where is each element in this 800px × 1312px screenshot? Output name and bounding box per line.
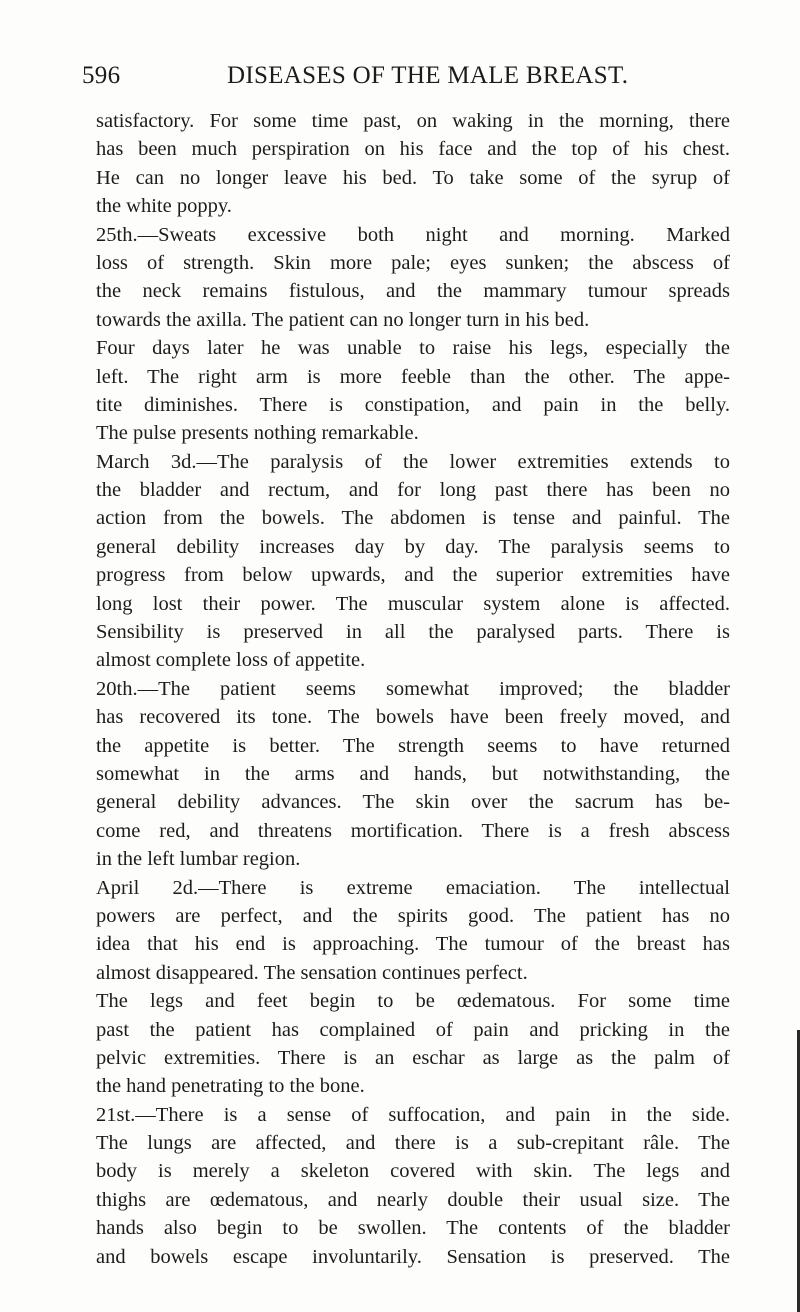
text-line: the white poppy. xyxy=(96,195,232,218)
text-line: thighs are œdematous, and nearly double their usual size. The xyxy=(96,1188,730,1211)
text-line: hands also begin to be swollen. The contents of the bladder xyxy=(96,1217,730,1240)
text-line: come red, and threatens mortification. There is a fresh abscess xyxy=(96,819,730,842)
text-line: powers are perfect, and the spirits good. The patient has no xyxy=(96,904,730,927)
text-line: pelvic extremities. There is an eschar as large as the palm of xyxy=(96,1046,730,1069)
text-line: the neck remains fistulous, and the mammary tumour spreads xyxy=(96,280,730,303)
text-line: long lost their power. The muscular system alone is affected. xyxy=(96,592,730,615)
text-line: and bowels escape involuntarily. Sensation is preserved. The xyxy=(96,1245,730,1268)
text-line: April 2d.—There is extreme emaciation. The intellectual xyxy=(96,876,730,899)
text-line: Sensibility is preserved in all the paralysed parts. There is xyxy=(96,621,730,644)
text-line: almost disappeared. The sensation continues perfect. xyxy=(96,961,528,984)
running-head: DISEASES OF THE MALE BREAST. xyxy=(227,62,629,89)
text-line: has been much perspiration on his face and the top of his chest. xyxy=(96,138,730,161)
text-line: past the patient has complained of pain and pricking in the xyxy=(96,1018,730,1041)
text-line: general debility increases day by day. The paralysis seems to xyxy=(96,535,730,558)
text-line: The legs and feet begin to be œdematous. For some time xyxy=(96,990,730,1013)
body-text xyxy=(96,107,730,1271)
text-line: progress from below upwards, and the superior extremities have xyxy=(96,564,730,587)
text-line: left. The right arm is more feeble than the other. The appe- xyxy=(96,365,730,388)
text-line: the bladder and rectum, and for long past there has been no xyxy=(96,479,730,502)
text-line: in the left lumbar region. xyxy=(96,848,301,871)
text-line: tite diminishes. There is constipation, and pain in the belly. xyxy=(96,393,730,416)
page-header xyxy=(82,62,722,96)
text-line: 21st.—There is a sense of suffocation, and pain in the side. xyxy=(96,1103,730,1126)
text-line: towards the axilla. The patient can no longer turn in his bed. xyxy=(96,308,590,331)
text-line: The pulse presents nothing remarkable. xyxy=(96,422,419,445)
page-number: 596 xyxy=(82,62,121,89)
text-line: 25th.—Sweats excessive both night and morning. Marked xyxy=(96,223,730,246)
text-line: satisfactory. For some time past, on waking in the morning, there xyxy=(96,110,730,132)
text-line: the appetite is better. The strength seems to have returned xyxy=(96,734,730,757)
text-line: March 3d.—The paralysis of the lower extremities extends to xyxy=(96,450,730,473)
text-line: general debility advances. The skin over the sacrum has be- xyxy=(96,791,730,814)
text-line: body is merely a skeleton covered with skin. The legs and xyxy=(96,1160,730,1183)
text-line: has recovered its tone. The bowels have been freely moved, and xyxy=(96,706,730,729)
text-line: loss of strength. Skin more pale; eyes sunken; the abscess of xyxy=(96,251,730,274)
text-line: He can no longer leave his bed. To take some of the syrup of xyxy=(96,166,730,189)
text-line: almost complete loss of appetite. xyxy=(96,649,366,672)
text-line: idea that his end is approaching. The tumour of the breast has xyxy=(96,933,730,956)
text-line: 20th.—The patient seems somewhat improved; the bladder xyxy=(96,677,730,700)
text-line: The lungs are affected, and there is a sub-crepitant râle. The xyxy=(96,1132,730,1155)
text-line: Four days later he was unable to raise his legs, especially the xyxy=(96,337,730,360)
text-line: the hand penetrating to the bone. xyxy=(96,1075,365,1098)
text-line: action from the bowels. The abdomen is tense and painful. The xyxy=(96,507,730,530)
text-line: somewhat in the arms and hands, but notwithstanding, the xyxy=(96,762,730,785)
